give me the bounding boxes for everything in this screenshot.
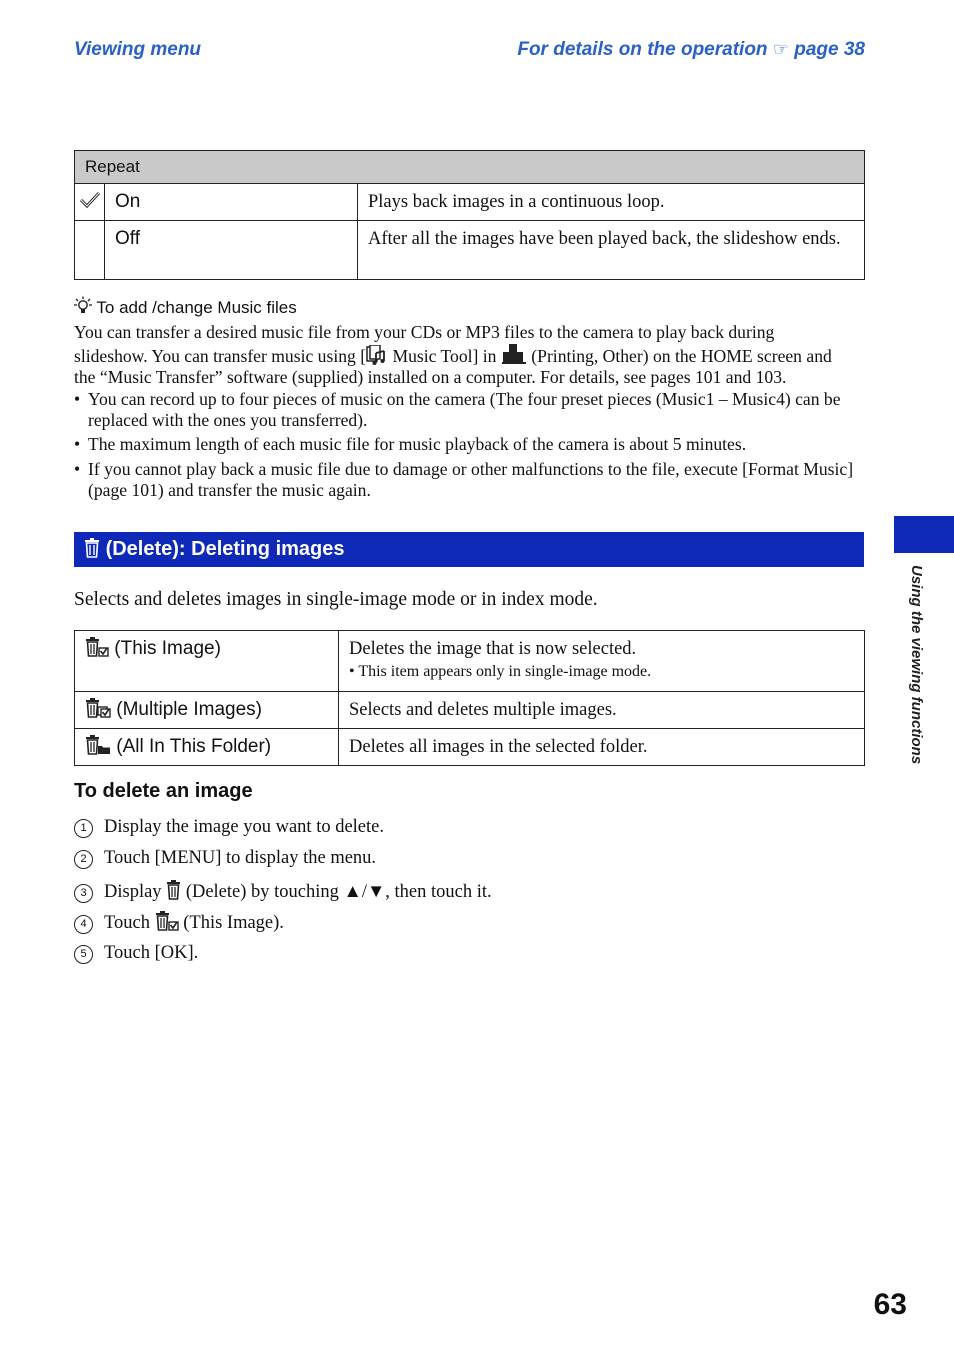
step-text: Display the image you want to delete. [104, 817, 384, 837]
lightbulb-icon [74, 296, 92, 318]
subheading: To delete an image [74, 780, 253, 802]
tip-line-2 [74, 343, 866, 367]
empty-check-cell [75, 221, 105, 280]
table-row [75, 692, 865, 729]
chapter-tab-label: Using the viewing functions [908, 565, 925, 765]
tip-line-3: the “Music Transfer” software (supplied) installed on a computer. For details, see pages 101 and 103. [74, 367, 787, 387]
music-tool-icon [366, 345, 388, 365]
step-number: 3 [74, 884, 93, 903]
list-item [74, 848, 376, 869]
delete-this-image-icon [155, 911, 179, 931]
tip-line-2b: Music Tool] in [392, 346, 497, 366]
delete-intro: Selects and deletes images in single-image mode or in index mode. [74, 589, 598, 610]
checkmark-icon [79, 190, 101, 210]
step-text-post: (This Image). [183, 913, 284, 933]
tip-paragraph [74, 322, 866, 388]
step-text: Touch [OK]. [104, 943, 199, 963]
option-off-description: After all the images have been played back, the slideshow ends. [358, 221, 865, 280]
table-row [75, 729, 865, 766]
trash-icon [84, 538, 100, 558]
step-text-pre: Display [104, 882, 162, 902]
operation-reference [517, 39, 865, 61]
option-off: Off [105, 221, 358, 280]
list-item: • If you cannot play back a music file due to damage or other malfunctions to the file, execute [Format Music] (page 101) and transfer the music again. [74, 459, 864, 501]
delete-all-in-folder-icon [85, 735, 111, 755]
all-in-folder-label: (All In This Folder) [116, 736, 272, 757]
trash-icon [166, 880, 181, 900]
step-number: 4 [74, 915, 93, 934]
section-title: Viewing menu [74, 39, 202, 60]
delete-this-image-icon [85, 637, 109, 657]
tip-heading [74, 296, 297, 318]
list-item [74, 880, 492, 903]
all-in-folder-cell [75, 729, 339, 766]
banner-title: (Delete): Deleting images [105, 538, 345, 560]
table-row [75, 631, 865, 692]
this-image-description-text: Deletes the image that is now selected. [349, 639, 637, 659]
list-item [74, 817, 384, 838]
repeat-table [74, 150, 865, 280]
tip-line-2c: (Printing, Other) on the HOME screen and [531, 346, 832, 366]
step-number: 2 [74, 850, 93, 869]
multiple-images-cell [75, 692, 339, 729]
list-item: • The maximum length of each music file for music playback of the camera is about 5 minutes. [74, 434, 864, 455]
this-image-note: • This item appears only in single-image mode. [349, 663, 652, 680]
repeat-table-header [75, 151, 865, 184]
pointing-hand-icon: ☞ [772, 39, 789, 59]
delete-options-table [74, 630, 865, 766]
this-image-cell [75, 631, 339, 692]
tip-line-2a: slideshow. You can transfer music using [ [74, 346, 367, 366]
printing-other-icon [501, 343, 527, 365]
repeat-table-title: Repeat [75, 151, 865, 184]
table-row [75, 184, 865, 221]
checkmark-cell [75, 184, 105, 221]
step-number: 1 [74, 819, 93, 838]
option-on: On [105, 184, 358, 221]
section-banner [74, 532, 864, 567]
delete-multiple-images-icon [85, 698, 111, 718]
step-text-post: (Delete) by touching ▲/▼, then touch it. [185, 882, 492, 902]
step-text: Touch [MENU] to display the menu. [104, 848, 377, 868]
tip-title: To add /change Music files [96, 298, 297, 317]
chapter-tab [894, 516, 954, 553]
list-item [74, 943, 198, 964]
multiple-images-description: Selects and deletes multiple images. [339, 692, 865, 729]
list-item: • You can record up to four pieces of music on the camera (The four preset pieces (Music1 – Music4) can be replaced with the ones you transferred). [74, 389, 864, 431]
this-image-label: (This Image) [114, 638, 221, 659]
step-number: 5 [74, 945, 93, 964]
operation-reference-page: page 38 [794, 39, 865, 60]
option-on-description: Plays back images in a continuous loop. [358, 184, 865, 221]
this-image-note-text: This item appears only in single-image mode. [358, 663, 652, 680]
page-number: 63 [873, 1288, 907, 1321]
multiple-images-label: (Multiple Images) [116, 699, 262, 720]
table-row [75, 221, 865, 280]
operation-reference-text: For details on the operation [517, 39, 768, 60]
list-item [74, 911, 284, 934]
all-in-folder-description: Deletes all images in the selected folder. [339, 729, 865, 766]
step-text-pre: Touch [104, 913, 150, 933]
tip-line-1: You can transfer a desired music file from your CDs or MP3 files to the camera to play back during [74, 322, 775, 342]
this-image-description [339, 631, 865, 692]
